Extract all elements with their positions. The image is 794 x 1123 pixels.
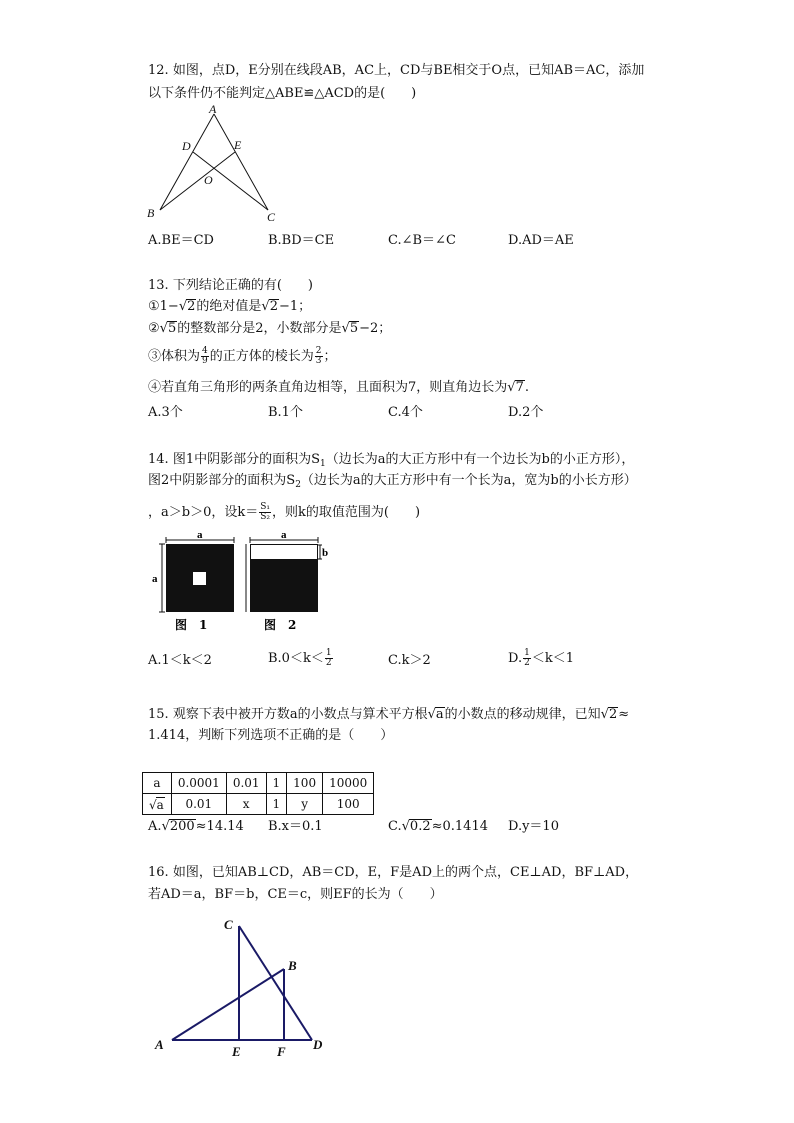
- q12-label-a: A: [209, 104, 217, 116]
- table-cell: 0.01: [226, 773, 266, 794]
- q16-figure: [150, 912, 340, 1062]
- q12-figure: [140, 104, 290, 226]
- q14-option-c[interactable]: C.k＞2: [388, 653, 431, 668]
- q14-figures: [148, 528, 338, 636]
- q13-statement-4: ④若直角三角形的两条直角边相等，且面积为7，则直角边长为√7.: [148, 380, 529, 395]
- q14-option-a[interactable]: A.1＜k＜2: [148, 653, 212, 668]
- q13-option-c[interactable]: C.4个: [388, 405, 423, 420]
- q12-label-e: E: [234, 138, 242, 152]
- q14-option-b[interactable]: B.0＜k＜ $\frac{1}{2}$: [268, 648, 332, 668]
- q14-fig2-strip: [251, 545, 317, 559]
- q16-label-d: D: [313, 1037, 323, 1052]
- q16-label-a: A: [155, 1037, 164, 1052]
- q16-label-b: B: [288, 958, 297, 973]
- q15-option-b[interactable]: B.x＝0.1: [268, 819, 323, 834]
- table-row: [143, 794, 374, 815]
- q13-statement-3: ③体积为 $\frac{4}{9}$ 的正方体的棱长为 $\frac{2}{3}$ ；: [148, 346, 337, 366]
- q14-fig2-label-b: b: [322, 547, 329, 559]
- q12-label-b: B: [147, 206, 155, 220]
- q16-seg-ab: [172, 969, 284, 1040]
- q14-fig1-label-a-top: a: [197, 529, 203, 541]
- table-cell: 100: [287, 773, 323, 794]
- table-cell: 1: [266, 794, 287, 815]
- q13-option-d[interactable]: D.2个: [508, 405, 544, 420]
- q13-option-b[interactable]: B.1个: [268, 405, 303, 420]
- q12-option-c[interactable]: C.∠B＝∠C: [388, 233, 456, 248]
- q16-label-c: C: [224, 917, 233, 932]
- q14-fig2-label-a-top: a: [281, 529, 287, 541]
- q12-seg-be: [160, 152, 235, 210]
- q14-line3: ，a＞b＞0，设k＝ $\frac{\text{S₁}}{\text{S₂}}$ ，则k的取值范围为( ): [148, 502, 421, 522]
- q13-statement-1: ①1−√2的绝对值是√2−1；: [148, 299, 312, 314]
- table-cell: √a: [143, 794, 172, 815]
- q13-option-a[interactable]: A.3个: [148, 405, 183, 420]
- q15-table: [142, 772, 374, 815]
- q12-line2: 以下条件仍不能判定△ABE≌△ACD的是( ): [148, 86, 417, 101]
- q14-fig1-label-a-left: a: [152, 573, 158, 585]
- table-cell: 0.0001: [171, 773, 226, 794]
- q15-line1: 15. 观察下表中被开方数a的小数点与算术平方根√a的小数点的移动规律，已知√2≈: [148, 707, 630, 722]
- q16-seg-cd: [239, 926, 312, 1040]
- q15-line2: 1.414，判断下列选项不正确的是（ ）: [148, 728, 394, 743]
- q14-fig1-caption: 图 1: [175, 618, 208, 632]
- table-cell: 10000: [323, 773, 374, 794]
- q14-fig1-small-square: [193, 572, 206, 585]
- table-cell: 1: [266, 773, 287, 794]
- q16-line1: 16. 如图，已知AB⊥CD，AB＝CD，E，F是AD上的两个点，CE⊥AD，BF⊥AD，: [148, 865, 639, 880]
- q13-statement-2: ②√5的整数部分是2，小数部分是√5−2；: [148, 321, 392, 336]
- q15-option-c[interactable]: C.√0.2≈0.1414: [388, 819, 488, 834]
- table-cell: y: [287, 794, 323, 815]
- q15-option-a[interactable]: A.√200≈14.14: [148, 819, 244, 834]
- q12-label-o: O: [204, 173, 213, 187]
- q16-label-e: E: [232, 1044, 241, 1059]
- q14-line1: 14. 图1中阴影部分的面积为$S_1$（边长为a的大正方形中有一个边长为b的小正方形），: [148, 452, 635, 469]
- q12-option-b[interactable]: B.BD＝CE: [268, 233, 335, 248]
- table-cell: x: [226, 794, 266, 815]
- q14-line2: 图2中阴影部分的面积为$S_2$（边长为a的大正方形中有一个长为a，宽为b的小长方形）: [148, 473, 637, 490]
- q12-option-a[interactable]: A.BE＝CD: [148, 233, 214, 248]
- table-row: [143, 773, 374, 794]
- q12-option-d[interactable]: D.AD＝AE: [508, 233, 574, 248]
- q12-line1: 12. 如图，点D，E分别在线段AB，AC上，CD与BE相交于O点，已知AB＝AC，添加: [148, 63, 645, 78]
- table-cell: 0.01: [171, 794, 226, 815]
- q14-fig2-caption: 图 2: [264, 618, 297, 632]
- q12-label-d: D: [182, 139, 191, 153]
- table-cell: a: [143, 773, 172, 794]
- q15-option-d[interactable]: D.y＝10: [508, 819, 559, 834]
- table-cell: 100: [323, 794, 374, 815]
- q16-label-f: F: [277, 1044, 286, 1059]
- q14-option-d[interactable]: D. $\frac{1}{2}$ ＜k＜1: [508, 648, 574, 668]
- q13-stem: 13. 下列结论正确的有( ): [148, 278, 313, 293]
- q12-label-c: C: [267, 210, 276, 224]
- q16-line2: 若AD＝a，BF＝b，CE＝c，则EF的长为（ ）: [148, 887, 443, 902]
